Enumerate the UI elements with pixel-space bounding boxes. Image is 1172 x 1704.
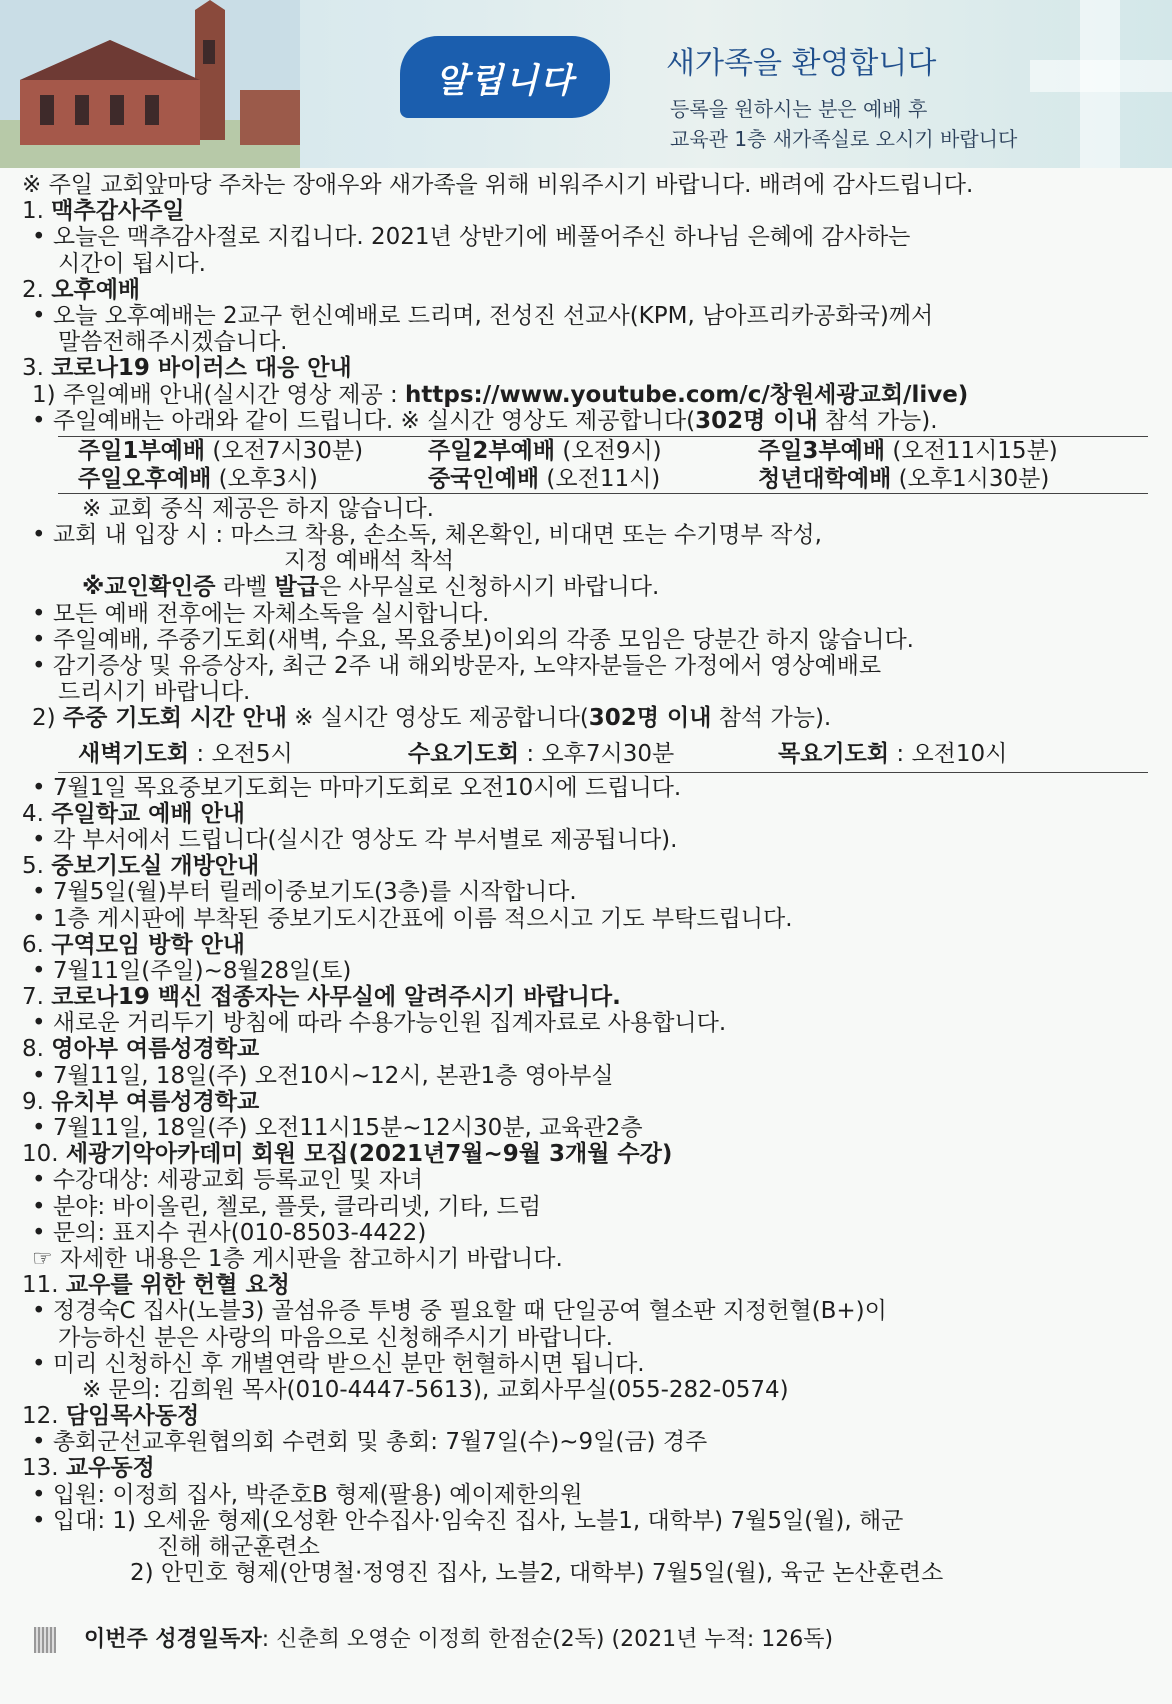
welcome-line: 등록을 원하시는 분은 예배 후 (670, 97, 928, 121)
section-2-heading: 2. 오후예배 (22, 276, 141, 303)
section-9-heading: 9. 유치부 여름성경학교 (22, 1088, 260, 1115)
section-1-heading: 1. 맥추감사주일 (22, 198, 185, 225)
schedule-row: 주일오후예배 (오후3시) 중국인예배 (오전11시) 청년대학예배 (오후1시30분) (78, 465, 1050, 492)
list-item: • 교회 내 입장 시 : 마스크 착용, 손소독, 체온확인, 비대면 또는 수기명부 작성, (32, 522, 822, 549)
list-item: ※ 교회 중식 제공은 하지 않습니다. (82, 495, 434, 522)
welcome-line: 교육관 1층 새가족실로 오시기 바랍니다 (670, 127, 1018, 151)
marker-icon (34, 1627, 56, 1653)
list-item: • 주일예배, 주중기도회(새벽, 수요, 목요중보)이외의 각종 모임은 당분간 하지 않습니다. (32, 626, 914, 653)
list-item-cont: 드리시기 바랍니다. (58, 679, 251, 706)
section-8-heading: 8. 영아부 여름성경학교 (22, 1036, 260, 1063)
list-item: 1) 주일예배 안내(실시간 영상 제공 : https://www.youtube.com/c/창원세광교회/live) (32, 381, 969, 408)
section-13-heading: 13. 교우동정 (22, 1455, 155, 1482)
list-item: • 새로운 거리두기 방침에 따라 수용가능인원 집계자료로 사용합니다. (32, 1010, 727, 1037)
list-item: • 분야: 바이올린, 첼로, 플룻, 클라리넷, 기타, 드럼 (32, 1193, 541, 1220)
list-item: • 총회군선교후원협의회 수련회 및 총회: 7월7일(수)~9일(금) 경주 (32, 1429, 708, 1456)
section-7-heading: 7. 코로나19 백신 접종자는 사무실에 알려주시기 바랍니다. (22, 984, 621, 1011)
list-item: • 오늘 오후예배는 2교구 헌신예배로 드리며, 전성진 선교사(KPM, 남아프리카공화국)께서 (32, 302, 934, 329)
schedule-row: 주일1부예배 (오전7시30분) 주일2부예배 (오전9시) 주일3부예배 (오전11시15분) (78, 437, 1058, 464)
list-item: ☞ 자세한 내용은 1층 게시판을 참고하시기 바랍니다. (32, 1245, 563, 1272)
notice-badge: 알립니다 (400, 36, 610, 118)
youtube-link[interactable]: https://www.youtube.com/c/창원세광교회/live) (405, 381, 969, 408)
section-12-heading: 12. 담임목사동정 (22, 1403, 200, 1430)
list-item: • 미리 신청하신 후 개별연락 받으신 분만 헌혈하시면 됩니다. (32, 1350, 645, 1377)
section-3-heading: 3. 코로나19 바이러스 대응 안내 (22, 355, 352, 382)
list-item: • 정경숙C 집사(노블3) 골섬유증 투병 중 필요할 때 단일공여 혈소판 지정헌혈(B+)이 (32, 1298, 887, 1325)
section-11-heading: 11. 교우를 위한 헌혈 요청 (22, 1272, 290, 1299)
list-item: ※ 문의: 김희원 목사(010-4447-5613), 교회사무실(055-282-0574) (82, 1376, 789, 1403)
section-10-heading: 10. 세광기악아카데미 회원 모집(2021년7월~9월 3개월 수강) (22, 1141, 673, 1168)
welcome-title: 새가족을 환영합니다 (666, 46, 937, 81)
list-item: • 문의: 표지수 권사(010-8503-4422) (32, 1219, 427, 1246)
list-item-cont: 시간이 됩시다. (58, 250, 206, 277)
list-item: • 각 부서에서 드립니다(실시간 영상도 각 부서별로 제공됩니다). (32, 826, 678, 853)
list-item: • 7월1일 목요중보기도회는 마마기도회로 오전10시에 드립니다. (32, 774, 682, 801)
list-item: • 주일예배는 아래와 같이 드립니다. ※ 실시간 영상도 제공합니다(302명 이내 참석 가능). (32, 407, 938, 434)
footer-label: 이번주 성경일독자 (84, 1627, 262, 1652)
list-item-cont: 지정 예배석 착석 (284, 548, 455, 575)
notice-list (22, 172, 1152, 1586)
list-item-cont: 말씀전해주시겠습니다. (58, 329, 288, 356)
list-item: • 오늘은 맥추감사절로 지킵니다. 2021년 상반기에 베풀어주신 하나님 은혜에 감사하는 (32, 224, 911, 251)
list-item: • 7월11일(주일)~8월28일(토) (32, 957, 352, 984)
list-item: • 수강대상: 세광교회 등록교인 및 자녀 (32, 1167, 424, 1194)
list-item: • 입원: 이정희 집사, 박준호B 형제(팔용) 예이제한의원 (32, 1481, 583, 1508)
section-4-heading: 4. 주일학교 예배 안내 (22, 800, 246, 827)
section-5-heading: 5. 중보기도실 개방안내 (22, 853, 260, 880)
list-item: • 모든 예배 전후에는 자체소독을 실시합니다. (32, 600, 490, 627)
worship-schedule (58, 436, 1148, 494)
footer-text: : 신춘희 오영순 이정희 한점순(2독) (2021년 누적: 126독) (261, 1627, 834, 1652)
church-illustration (0, 0, 300, 168)
welcome-text (670, 94, 1017, 154)
header-banner (0, 0, 1172, 168)
list-item: • 7월11일, 18일(주) 오전10시~12시, 본관1층 영아부실 (32, 1062, 614, 1089)
list-item: • 입대: 1) 오세윤 형제(오성환 안수집사·임숙진 집사, 노블1, 대학부) 7월5일(월), 해군 (32, 1507, 904, 1534)
list-item: ※교인확인증 라벨 발급은 사무실로 신청하시기 바랍니다. (82, 574, 660, 601)
bible-reader-footer (22, 1622, 1152, 1653)
list-item-cont: 진해 해군훈련소 (157, 1534, 320, 1560)
list-item: • 7월5일(월)부터 릴레이중보기도(3층)를 시작합니다. (32, 879, 577, 906)
list-item-cont: 가능하신 분은 사랑의 마음으로 신청해주시기 바랍니다. (58, 1324, 613, 1351)
list-item: • 감기증상 및 유증상자, 최근 2주 내 해외방문자, 노약자분들은 가정에서 영상예배로 (32, 653, 882, 679)
sub-heading: 2) 주중 기도회 시간 안내 ※ 실시간 영상도 제공합니다(302명 이내 참석 가능). (32, 705, 832, 732)
parking-notice: ※ 주일 교회앞마당 주차는 장애우와 새가족을 위해 비워주시기 바랍니다. 배려에 감사드립니다. (22, 172, 974, 198)
list-item: • 7월11일, 18일(주) 오전11시15분~12시30분, 교육관2층 (32, 1115, 643, 1141)
prayer-schedule: 새벽기도회 : 오전5시 수요기도회 : 오후7시30분 목요기도회 : 오전10시 (58, 736, 1148, 773)
section-6-heading: 6. 구역모임 방학 안내 (22, 931, 246, 958)
cross-icon-bar (1030, 60, 1172, 92)
list-item: • 1층 게시판에 부착된 중보기도시간표에 이름 적으시고 기도 부탁드립니다. (32, 905, 793, 932)
list-item: 2) 안민호 형제(안명철·정영진 집사, 노블2, 대학부) 7월5일(월), 육군 논산훈련소 (130, 1560, 944, 1587)
